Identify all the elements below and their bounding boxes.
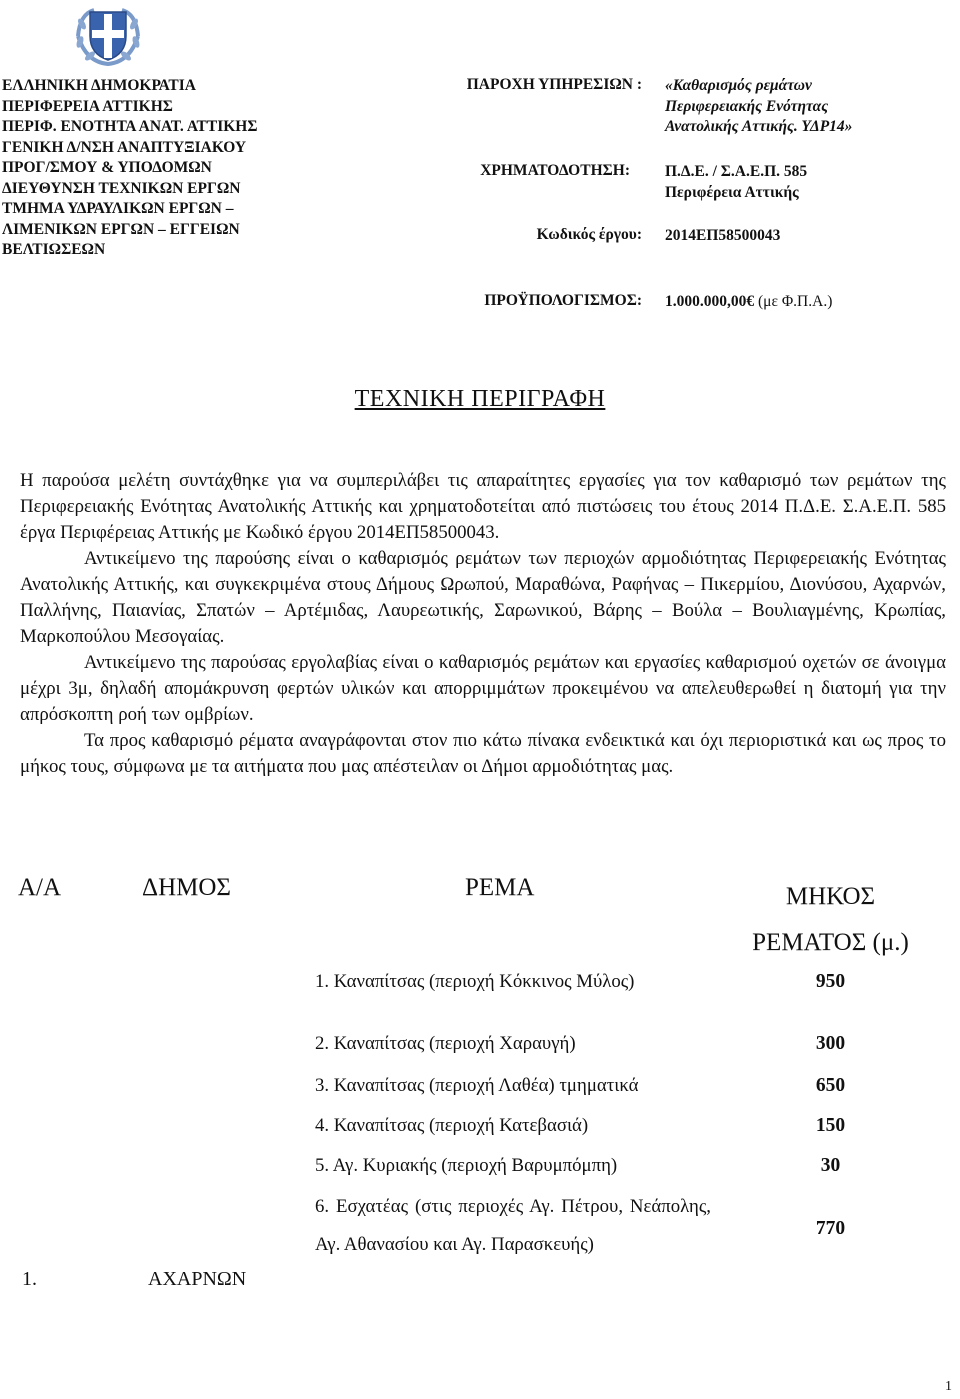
length-cell: 950 [815, 971, 846, 992]
issuer-line: ΕΛΛΗΝΙΚΗ ΔΗΜΟΚΡΑΤΙΑ [2, 77, 196, 94]
rivers-table [0, 860, 946, 1298]
rema-cell: 3. Καναπίτσας (περιοχή Λαθέα) τμηματικά [315, 1075, 639, 1096]
length-cell: 770 [815, 1218, 846, 1239]
funding-value-line: Περιφέρεια Αττικής [665, 183, 799, 201]
budget-amount: 1.000.000,00€ [665, 293, 755, 310]
issuer-line: ΤΜΗΜΑ ΥΔΡΑΥΛΙΚΩΝ ΕΡΓΩΝ – [2, 200, 234, 217]
header-length [715, 860, 946, 966]
funding-label: ΧΡΗΜΑΤΟΔΟΤΗΣΗ: [480, 162, 630, 179]
service-value-line: Περιφερειακής Ενότητας [665, 97, 829, 115]
table-row [0, 966, 946, 1028]
group-aa: 1. [22, 1268, 37, 1290]
issuer-block [2, 76, 257, 261]
group-dimos: ΑΧΑΡΝΩΝ [148, 1268, 247, 1290]
project-code-value: 2014ΕΠ58500043 [665, 227, 781, 244]
document-title: ΤΕΧΝΙΚΗ ΠΕΡΙΓΡΑΦΗ [354, 386, 606, 412]
paragraph: Αντικείμενο της παρούσας εργολαβίας είναι ο καθαρισμός ρεμάτων και εργασίες καθαρισμού οχετών σε άνοιγμα μέχρι 3μ, δηλαδή απομάκρυνση φερτών υλικών και απορριμμάτων προκειμένου να απελευθερωθεί η διατομή για την απρόσκοπτη ροή των ομβρίων. [20, 652, 946, 725]
document-body [20, 468, 946, 780]
service-value-line: Ανατολικής Αττικής. ΥΔΡ14» [665, 118, 853, 135]
greek-coat-of-arms-icon [72, 2, 144, 68]
funding-value [665, 162, 807, 203]
issuer-line: ΠΡΟΓ/ΣΜΟΥ & ΥΠΟΔΟΜΩΝ [2, 159, 212, 176]
header-rema: ΡΕΜΑ [465, 874, 535, 901]
paragraph: Η παρούσα μελέτη συντάχθηκε για να συμπεριλάβει τις απαραίτητες εργασίες για τον καθαρισμό των ρεμάτων της Περιφερειακής Ενότητας Ανατολικής Αττικής και χρηματοδοτείται από πιστώσεις του έτους 2014 Π.Δ.Ε. Σ.Α.Ε.Π. 585 έργα Περιφέρειας Αττικής με Κωδικό έργου 2014ΕΠ58500043. [20, 470, 946, 543]
issuer-line: ΛΙΜΕΝΙΚΩΝ ΕΡΓΩΝ – ΕΓΓΕΙΩΝ [2, 220, 240, 238]
issuer-line: ΠΕΡΙΦΕΡΕΙΑ ΑΤΤΙΚΗΣ [2, 97, 173, 115]
issuer-line: ΒΕΛΤΙΩΣΕΩΝ [2, 241, 106, 258]
service-label: ΠΑΡΟΧΗ ΥΠΗΡΕΣΙΩΝ : [466, 76, 642, 93]
service-value-line: «Καθαρισμός ρεμάτων [665, 77, 812, 94]
length-cell: 150 [815, 1115, 846, 1136]
issuer-line: ΠΕΡΙΦ. ΕΝΟΤΗΤΑ ΑΝΑΤ. ΑΤΤΙΚΗΣ [2, 118, 258, 135]
header-length-line: ΜΗΚΟΣ [785, 883, 876, 910]
issuer-line: ΔΙΕΥΘΥΝΣΗ ΤΕΧΝΙΚΩΝ ΕΡΓΩΝ [2, 179, 241, 197]
funding-value-line: Π.Δ.Ε. / Σ.Α.Ε.Π. 585 [665, 163, 808, 180]
length-cell: 300 [815, 1033, 846, 1054]
service-value [665, 76, 852, 138]
project-code-label: Κωδικός έργου: [536, 226, 642, 243]
paragraph: Αντικείμενο της παρούσης είναι ο καθαρισμός ρεμάτων των περιοχών αρμοδιότητας Περιφερειακής Ενότητας Ανατολικής Αττικής, και συγκεκριμένα στους Δήμους Ωρωπού, Μαραθώνα, Ραφήνας – Πικερμίου, Διονύσου, Αχαρνών, Παλλήνης, Παιανίας, Σπατών – Αρτέμιδας, Λαυρεωτικής, Σαρωνικού, Βάρης – Βούλα – Βουλιαγμένης, Κρωπίας, Μαρκοπούλου Μεσογαίας. [20, 548, 946, 647]
header-aa: Α/Α [18, 874, 62, 901]
rema-cell: 2. Καναπίτσας (περιοχή Χαραυγή) [315, 1033, 576, 1054]
table-header-row [0, 860, 946, 966]
rema-cell: 4. Καναπίτσας (περιοχή Κατεβασιά) [315, 1115, 589, 1136]
rema-cell: 6. Εσχατέας (στις περιοχές Αγ. Πέτρου, Νεάπολης, Αγ. Αθανασίου και Αγ. Παρασκευής) [315, 1196, 711, 1255]
length-cell: 30 [820, 1155, 841, 1176]
page-number: 1 [945, 1379, 952, 1394]
issuer-line: ΓΕΝΙΚΗ Δ/ΝΣΗ ΑΝΑΠΤΥΞΙΑΚΟΥ [2, 138, 247, 156]
header-length-line: ΡΕΜΑΤΟΣ (μ.) [752, 929, 909, 956]
header-dimos: ΔΗΜΟΣ [142, 874, 231, 901]
rema-cell: 1. Καναπίτσας (περιοχή Κόκκινος Μύλος) [315, 971, 635, 992]
budget-label: ΠΡΟΫΠΟΛΟΓΙΣΜΟΣ: [484, 292, 642, 309]
paragraph: Τα προς καθαρισμό ρέματα αναγράφονται στον πιο κάτω πίνακα ενδεικτικά και όχι περιοριστικά και ως προς το μήκος τους, σύμφωνα με τα αιτήματα που μας απέστειλαν οι Δήμοι αρμοδιότητας μας. [20, 730, 946, 777]
length-cell: 650 [815, 1075, 846, 1096]
budget-value [665, 292, 832, 313]
budget-note: (με Φ.Π.Α.) [758, 293, 833, 310]
rema-cell: 5. Αγ. Κυριακής (περιοχή Βαρυμπόμπη) [315, 1155, 618, 1176]
